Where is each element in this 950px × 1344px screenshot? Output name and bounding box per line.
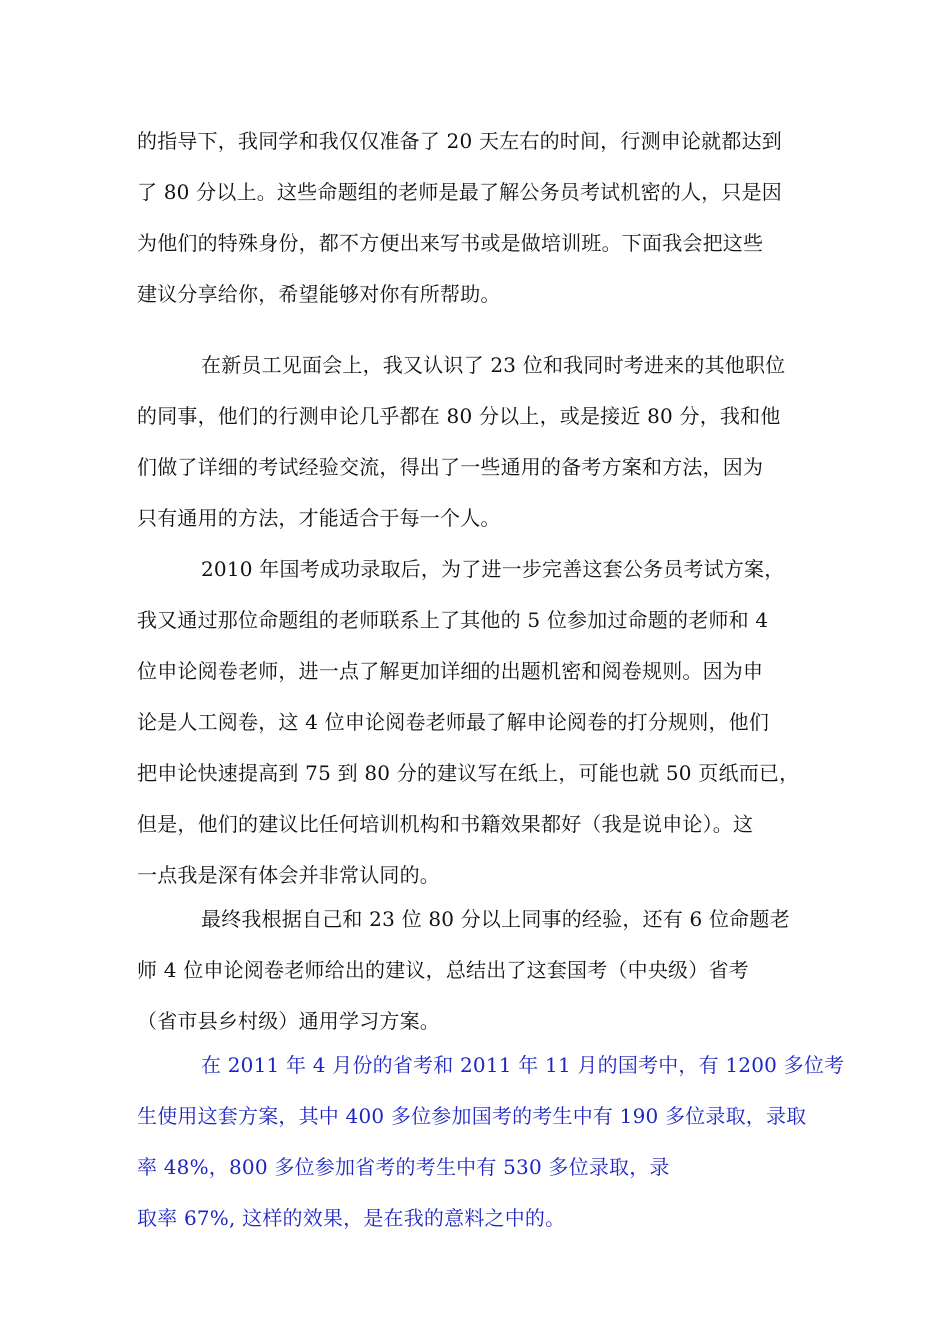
- text-line: 取率 67%, 这样的效果，是在我的意料之中的。: [137, 1206, 566, 1230]
- text-line: （省市县乡村级）通用学习方案。: [137, 1009, 440, 1033]
- text-line: 的指导下，我同学和我仅仅准备了 20 天左右的时间，行测申论就都达到: [137, 129, 782, 153]
- text-line: 我又通过那位命题组的老师联系上了其他的 5 位参加过命题的老师和 4: [137, 608, 769, 632]
- text-line: 在 2011 年 4 月份的省考和 2011 年 11 月的国考中，有 1200 多位考: [201, 1053, 845, 1077]
- text-line: 但是，他们的建议比任何培训机构和书籍效果都好（我是说申论）。这: [137, 812, 754, 836]
- text-line: 2010 年国考成功录取后，为了进一步完善这套公务员考试方案，: [201, 557, 785, 581]
- text-line: 为他们的特殊身份，都不方便出来写书或是做培训班。下面我会把这些: [137, 231, 764, 255]
- paragraph-admission-results: [137, 1040, 845, 1244]
- paragraph-exam-teachers: [137, 544, 817, 901]
- text-line: 最终我根据自己和 23 位 80 分以上同事的经验，还有 6 位命题老: [201, 907, 790, 931]
- text-line: 了 80 分以上。这些命题组的老师是最了解公务员考试机密的人，只是因: [137, 180, 782, 204]
- text-line: 把申论快速提高到 75 到 80 分的建议写在纸上，可能也就 50 页纸而已，: [137, 761, 800, 785]
- text-line: 位申论阅卷老师，进一点了解更加详细的出题机密和阅卷规则。因为申: [137, 659, 764, 683]
- paragraph-new-colleagues: [137, 340, 817, 544]
- text-line: 一点我是深有体会并非常认同的。: [137, 863, 440, 887]
- text-line: 师 4 位申论阅卷老师给出的建议，总结出了这套国考（中央级）省考: [137, 958, 749, 982]
- text-line: 在新员工见面会上，我又认识了 23 位和我同时考进来的其他职位: [201, 353, 786, 377]
- paragraph-summary-plan: [137, 894, 817, 1047]
- text-line: 只有通用的方法，才能适合于每一个人。: [137, 506, 501, 530]
- text-line: 生使用这套方案，其中 400 多位参加国考的考生中有 190 多位录取，录取: [137, 1104, 807, 1128]
- text-line: 的同事，他们的行测申论几乎都在 80 分以上，或是接近 80 分，我和他: [137, 404, 781, 428]
- text-line: 建议分享给你，希望能够对你有所帮助。: [137, 282, 501, 306]
- text-line: 率 48%，800 多位参加省考的考生中有 530 多位录取，录: [137, 1155, 670, 1179]
- paragraph-guidance-result: [137, 116, 817, 320]
- text-line: 们做了详细的考试经验交流，得出了一些通用的备考方案和方法，因为: [137, 455, 764, 479]
- text-line: 论是人工阅卷，这 4 位申论阅卷老师最了解申论阅卷的打分规则，他们: [137, 710, 770, 734]
